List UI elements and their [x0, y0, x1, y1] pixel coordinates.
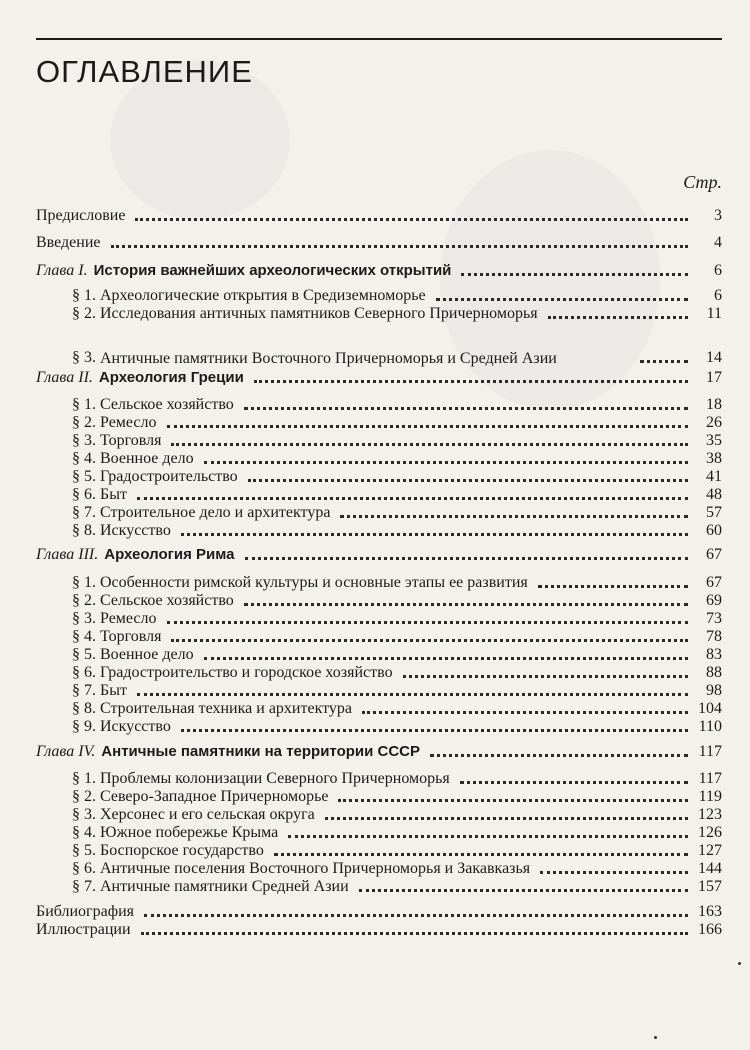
entry-title: Строительное дело и архитектура: [100, 504, 331, 521]
entry-title: Быт: [100, 682, 127, 699]
toc-section-entry[interactable]: [72, 700, 722, 718]
page-number: 26: [706, 414, 722, 431]
dot-leader: [436, 298, 688, 301]
entry-title: Ремесло: [100, 610, 157, 627]
dot-leader: [274, 853, 688, 856]
entry-title: Археология Рима: [104, 546, 235, 563]
entry-title: Строительная техника и архитектура: [100, 700, 353, 717]
page-number: 163: [698, 903, 722, 920]
section-number: § 4.: [72, 824, 96, 841]
entry-title: Торговля: [100, 432, 162, 449]
entry-title: Херсонес и его сельская округа: [100, 806, 315, 823]
dot-leader: [430, 754, 688, 757]
entry-title: Искусство: [100, 522, 171, 539]
page-number: 117: [698, 770, 722, 787]
page-number: 110: [698, 718, 722, 735]
top-rule: [36, 38, 722, 40]
entry-title: Проблемы колонизации Северного Причерноморья: [100, 770, 450, 787]
dot-leader: [204, 657, 688, 660]
page-number: 41: [706, 468, 722, 485]
chapter-label: Глава I.: [36, 262, 88, 279]
section-number: § 7.: [72, 504, 96, 521]
page-number: 67: [706, 546, 722, 563]
toc-section-entry[interactable]: [72, 305, 722, 323]
entry-title: Ремесло: [100, 414, 157, 431]
section-number: § 4.: [72, 628, 96, 645]
page-number: 117: [698, 743, 722, 760]
dot-leader: [338, 799, 688, 802]
toc-section-entry[interactable]: [72, 610, 722, 628]
toc-section-entry[interactable]: [72, 682, 722, 700]
page-number: 127: [698, 842, 722, 859]
page-number: 18: [706, 396, 722, 413]
toc-section-entry[interactable]: [72, 878, 722, 896]
toc-section-entry[interactable]: [72, 396, 722, 414]
toc-section-entry[interactable]: [72, 646, 722, 664]
section-number: § 5.: [72, 842, 96, 859]
toc-section-entry[interactable]: [72, 414, 722, 432]
entry-title: Иллюстрации: [36, 921, 131, 938]
section-number: § 2.: [72, 592, 96, 609]
toc-section-entry[interactable]: [72, 331, 722, 367]
page-number: 88: [706, 664, 722, 681]
dot-leader: [137, 693, 688, 696]
page-number: 14: [706, 349, 722, 366]
toc-section-entry[interactable]: [72, 842, 722, 860]
chapter-label: Глава III.: [36, 546, 99, 563]
dot-leader: [245, 557, 689, 560]
section-number: § 6.: [72, 486, 96, 503]
toc-section-entry[interactable]: [72, 806, 722, 824]
chapter-label: Глава IV.: [36, 743, 96, 760]
toc-section-entry[interactable]: [72, 628, 722, 646]
section-number: § 3.: [72, 610, 96, 627]
page-number: 73: [706, 610, 722, 627]
page-number: 3: [714, 207, 722, 224]
toc-section-entry[interactable]: [72, 788, 722, 806]
section-number: § 2.: [72, 305, 96, 322]
entry-title: Античные памятники на территории СССР: [101, 743, 421, 760]
dot-leader: [548, 316, 688, 319]
entry-title: Градостроительство: [100, 468, 238, 485]
dot-leader: [111, 245, 689, 248]
page-number: 144: [698, 860, 722, 877]
section-number: § 7.: [72, 682, 96, 699]
toc-section-entry[interactable]: [72, 574, 722, 592]
dot-leader: [461, 273, 688, 276]
dot-leader: [254, 380, 688, 383]
entry-title: Военное дело: [100, 646, 194, 663]
entry-title: Античные памятники Средней Азии: [100, 878, 349, 895]
dot-leader: [540, 871, 688, 874]
toc-entry[interactable]: [36, 207, 722, 225]
section-number: § 5.: [72, 468, 96, 485]
page-number: 35: [706, 432, 722, 449]
page-number: 6: [714, 262, 722, 279]
section-number: § 2.: [72, 414, 96, 431]
toc-section-entry[interactable]: [72, 522, 722, 540]
dot-leader: [288, 835, 688, 838]
toc-section-entry[interactable]: [72, 432, 722, 450]
section-number: § 8.: [72, 522, 96, 539]
entry-title: Введение: [36, 234, 101, 251]
dot-leader: [325, 817, 688, 820]
section-number: § 1.: [72, 287, 96, 304]
dot-leader: [248, 479, 688, 482]
section-number: § 7.: [72, 878, 96, 895]
section-number: § 5.: [72, 646, 96, 663]
section-number: § 3.: [72, 349, 96, 366]
page-number: 157: [698, 878, 722, 895]
print-speck: [654, 1036, 657, 1039]
toc-entry[interactable]: [36, 921, 722, 939]
dot-leader: [167, 425, 689, 428]
dot-leader: [244, 603, 688, 606]
page-column-label: Стр.: [683, 172, 722, 192]
toc-section-entry[interactable]: [72, 486, 722, 504]
dot-leader: [340, 515, 688, 518]
dot-leader: [137, 497, 688, 500]
toc-section-entry[interactable]: [72, 824, 722, 842]
section-number: § 6.: [72, 860, 96, 877]
page-number: 78: [706, 628, 722, 645]
toc-entry[interactable]: [36, 234, 722, 252]
entry-title: Военное дело: [100, 450, 194, 467]
entry-title: Античные поселения Восточного Причерноморья и Закавказья: [100, 860, 531, 877]
page-number: 67: [706, 574, 722, 591]
dot-leader: [204, 461, 688, 464]
dot-leader: [640, 360, 688, 363]
dot-leader: [144, 914, 688, 917]
entry-title: Южное побережье Крыма: [100, 824, 279, 841]
page-number: 126: [698, 824, 722, 841]
page-number: 17: [706, 369, 722, 386]
page-number: 57: [706, 504, 722, 521]
page-number: 6: [714, 287, 722, 304]
dot-leader: [171, 443, 688, 446]
page-number: 48: [706, 486, 722, 503]
toc-entry[interactable]: [36, 903, 722, 921]
toc-section-entry[interactable]: [72, 664, 722, 682]
page-number: 119: [698, 788, 722, 805]
page-number: 104: [698, 700, 722, 717]
toc-section-entry[interactable]: [72, 718, 722, 736]
page-number: 166: [698, 921, 722, 938]
section-number: § 1.: [72, 770, 96, 787]
toc-section-entry[interactable]: [72, 770, 722, 788]
dot-leader: [460, 781, 688, 784]
toc-chapter-entry[interactable]: [36, 369, 722, 387]
dot-leader: [244, 407, 688, 410]
toc-section-entry[interactable]: [72, 287, 722, 305]
entry-title: Библиография: [36, 903, 134, 920]
section-number: § 4.: [72, 450, 96, 467]
section-number: § 6.: [72, 664, 96, 681]
section-number: § 1.: [72, 574, 96, 591]
toc-section-entry[interactable]: [72, 450, 722, 468]
page-number: 4: [714, 234, 722, 251]
print-speck: [738, 962, 741, 965]
section-number: § 1.: [72, 396, 96, 413]
entry-title: Искусство: [100, 718, 171, 735]
toc-section-entry[interactable]: [72, 468, 722, 486]
dot-leader: [181, 729, 688, 732]
dot-leader: [141, 932, 688, 935]
entry-title: Быт: [100, 486, 127, 503]
entry-title: Археология Греции: [98, 369, 244, 386]
toc-chapter-entry[interactable]: [36, 262, 722, 280]
section-number: § 8.: [72, 700, 96, 717]
entry-title: Градостроительство и городское хозяйство: [100, 664, 393, 681]
dot-leader: [135, 218, 688, 221]
entry-title: Северо-Западное Причерноморье: [100, 788, 329, 805]
dot-leader: [359, 889, 688, 892]
entry-title: Сельское хозяйство: [100, 396, 234, 413]
dot-leader: [362, 711, 688, 714]
entry-title: Археологические открытия в Средиземноморье: [100, 287, 426, 304]
page-number: 123: [698, 806, 722, 823]
section-number: § 3.: [72, 432, 96, 449]
toc-section-entry[interactable]: [72, 860, 722, 878]
entry-title: Боспорское государство: [100, 842, 264, 859]
entry-title: История важнейших археологических открытий: [93, 262, 452, 279]
dot-leader: [538, 585, 688, 588]
dot-leader: [181, 533, 688, 536]
entry-title: Исследования античных памятников Северного Причерноморья: [100, 305, 538, 322]
toc-section-entry[interactable]: [72, 504, 722, 522]
page-number: 60: [706, 522, 722, 539]
section-number: § 3.: [72, 806, 96, 823]
page-number: 69: [706, 592, 722, 609]
page-number: 38: [706, 450, 722, 467]
entry-title: Античные памятники Восточного Причерноморья и Средней Азии: [100, 350, 557, 367]
entry-title: Предисловие: [36, 207, 126, 224]
page-number: 98: [706, 682, 722, 699]
toc-chapter-entry[interactable]: [36, 546, 722, 564]
entry-title: Особенности римской культуры и основные этапы ее развития: [100, 574, 528, 591]
section-number: § 2.: [72, 788, 96, 805]
chapter-label: Глава II.: [36, 369, 93, 386]
toc-section-entry[interactable]: [72, 592, 722, 610]
section-number: § 9.: [72, 718, 96, 735]
dot-leader: [403, 675, 688, 678]
page-title: ОГЛАВЛЕНИЕ: [36, 54, 253, 89]
page-number: 83: [706, 646, 722, 663]
toc-chapter-entry[interactable]: [36, 743, 722, 761]
page-number: 11: [706, 305, 722, 322]
entry-title: Торговля: [100, 628, 162, 645]
dot-leader: [167, 621, 689, 624]
entry-title: Сельское хозяйство: [100, 592, 234, 609]
dot-leader: [171, 639, 688, 642]
